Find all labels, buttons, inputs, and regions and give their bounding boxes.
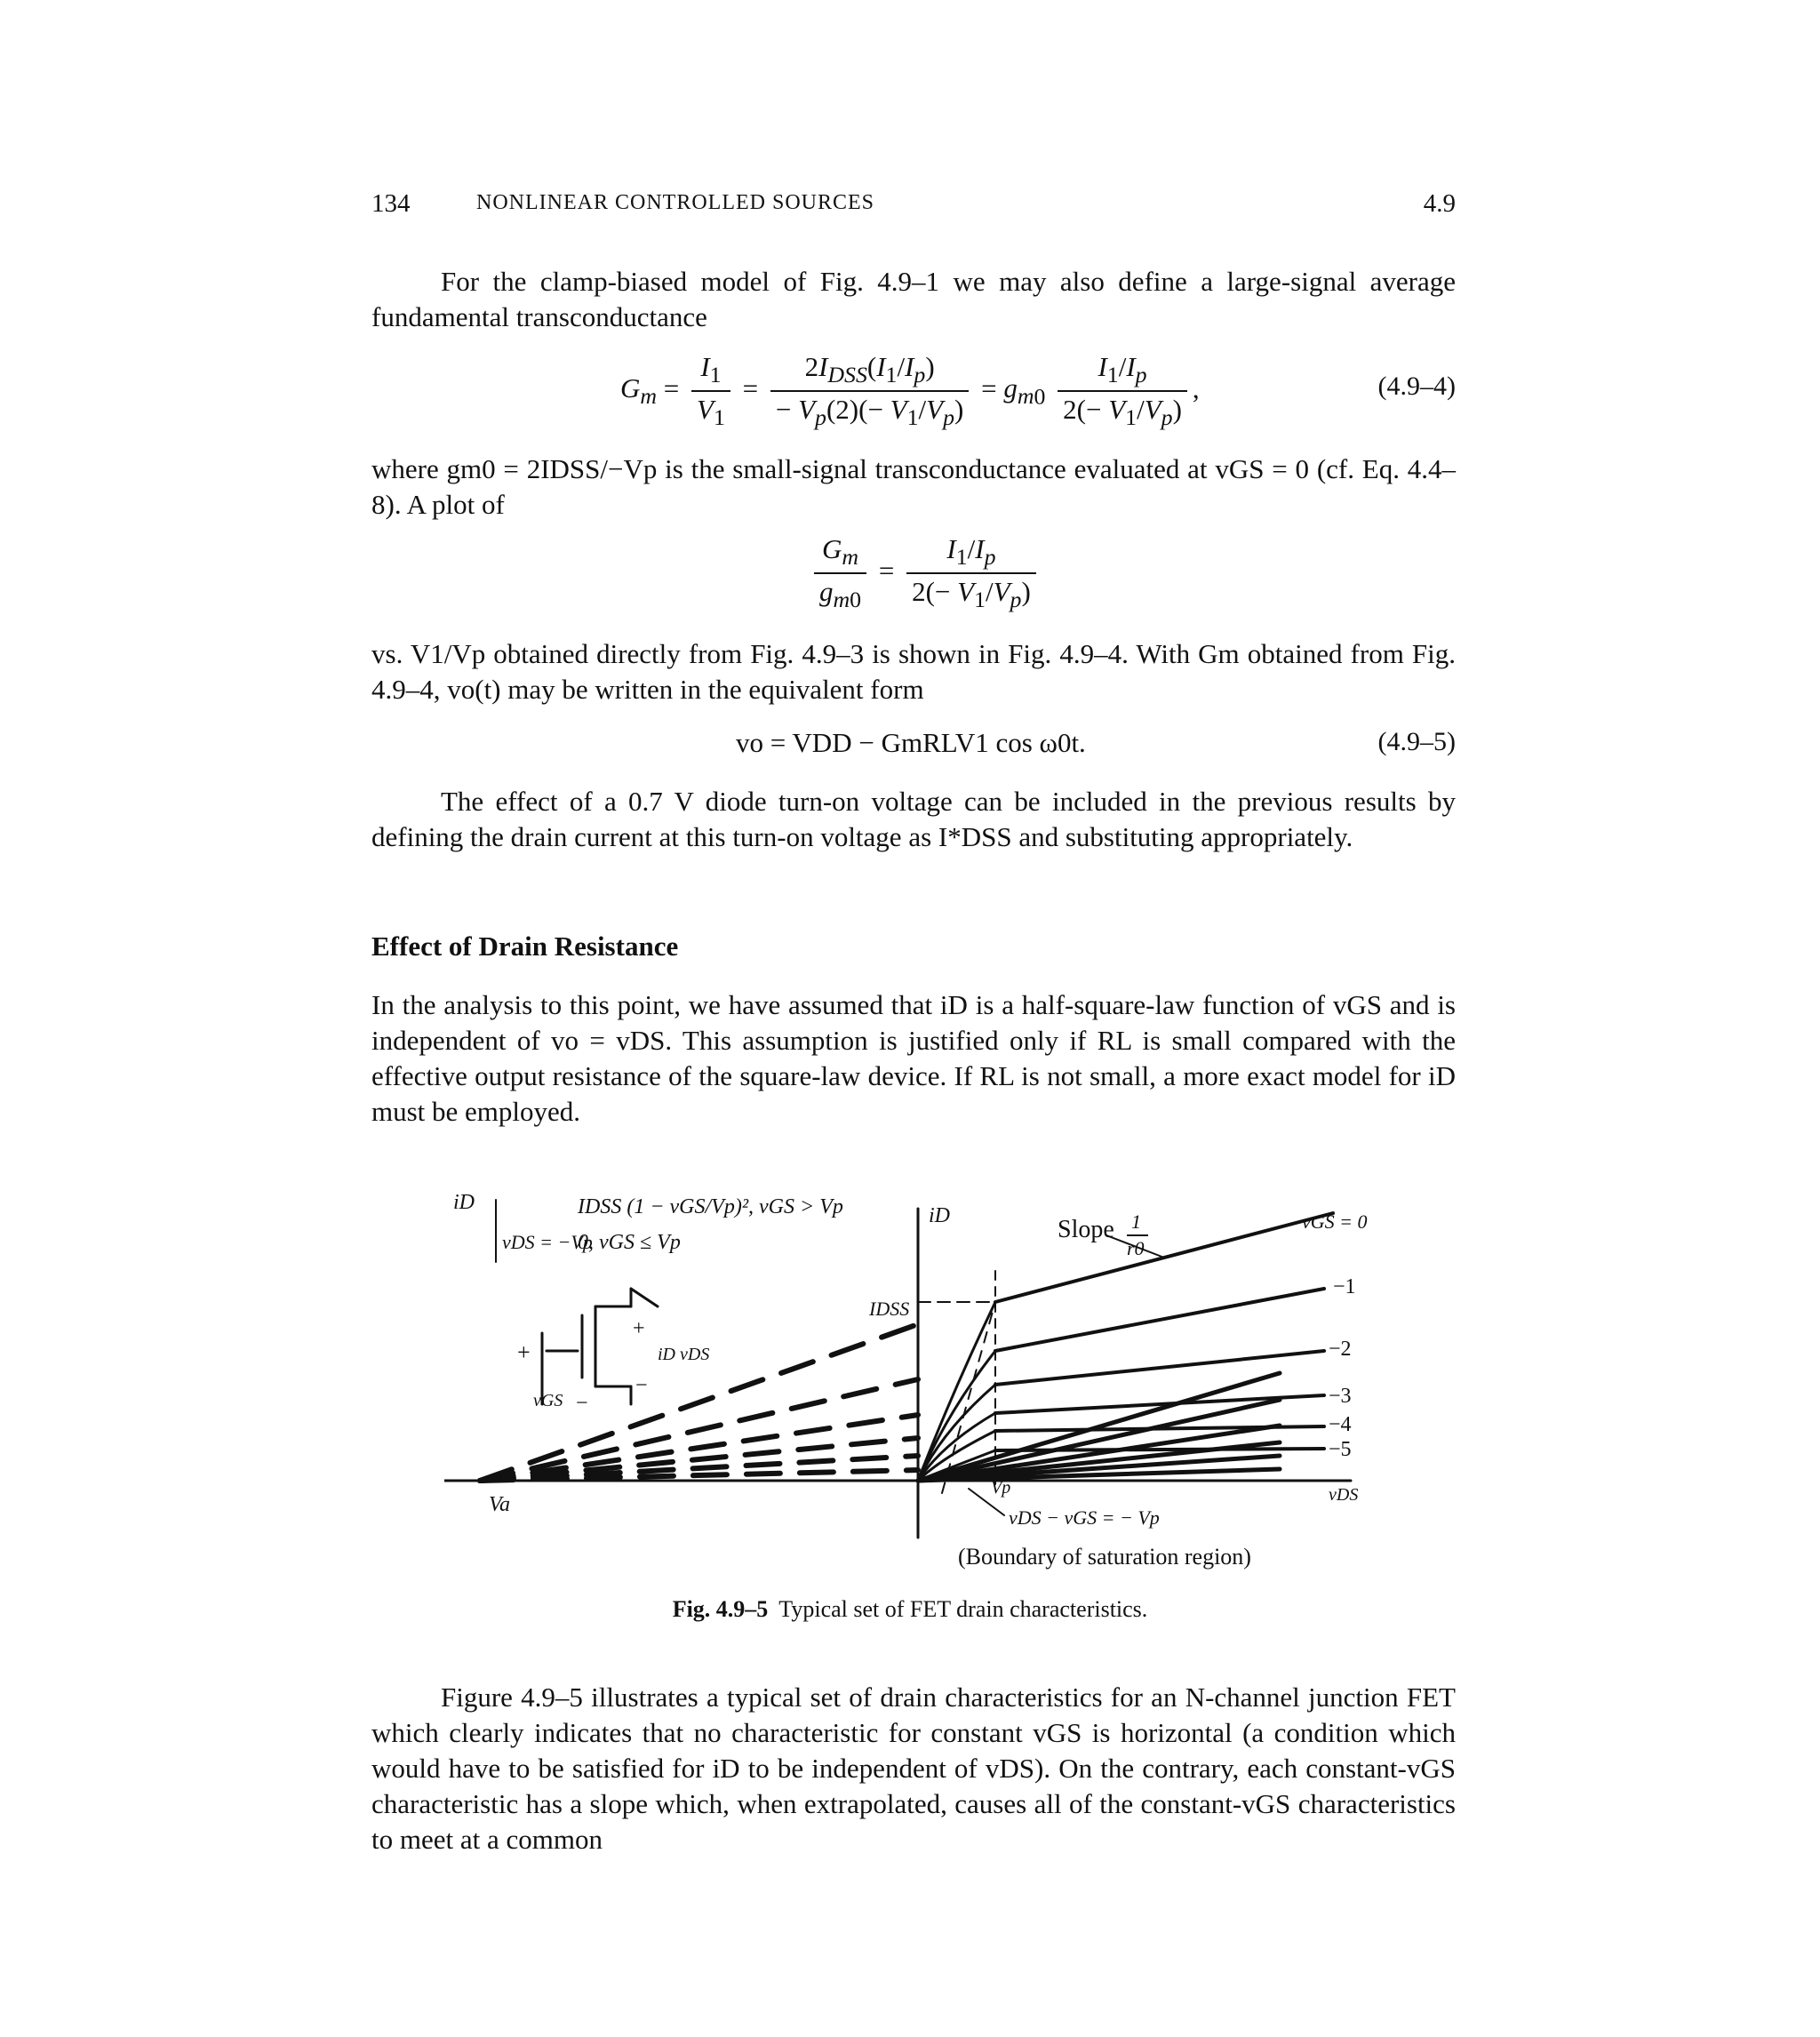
curve-label-2: −2: [1329, 1338, 1352, 1361]
svg-text:1: 1: [1131, 1210, 1141, 1233]
vgs-4-line: [995, 1426, 1324, 1431]
equation-4-9-4: $G_m$ = $\frac{I_1}{V_1}$ = $\frac{2I_{DSS}(I_1/I_p)}{- V_p(2)(- V_1/V_p)}$ = $g_{m0}$ $\frac{I_1/I_p}{2(- V_1/V_p)}$ ,: [620, 351, 1200, 431]
equation-gm-ratio: $\frac{G_m}{g_{m0}}$ = $\frac{I_1/I_p}{2(- V_1/V_p)}$: [809, 533, 1042, 613]
figure-caption-text: Typical set of FET drain characteristics.: [778, 1596, 1148, 1622]
paragraph-2: where gm0 = 2IDSS/−Vp is the small-signal transconductance evaluated at vGS = 0 (cf. Eq. 4.4–8). A plot of: [371, 453, 1456, 520]
curve-label-5: −5: [1329, 1438, 1352, 1461]
equation-4-9-5: vo = VDD − GmRLV1 cos ω0t.: [736, 727, 1086, 758]
svg-text:r0: r0: [1127, 1237, 1145, 1259]
paragraph-4: The effect of a 0.7 V diode turn-on voltage can be included in the previous results by defining the drain current at this turn-on voltage as I*DSS and substituting appropriately.: [371, 786, 1456, 852]
svg-text:−: −: [635, 1374, 648, 1397]
running-title: NONLINEAR CONTROLLED SOURCES: [476, 191, 874, 214]
x-axis-label: vDS: [1329, 1485, 1359, 1505]
inset-case1: IDSS (1 − vGS/Vp)², vGS > Vp: [578, 1195, 843, 1218]
svg-text:−: −: [576, 1392, 588, 1415]
section-number: 4.9: [1423, 189, 1456, 218]
svg-text:vGS: vGS: [533, 1391, 563, 1410]
curve-label-0: vGS = 0: [1302, 1210, 1368, 1233]
vgs-2-line: [995, 1351, 1324, 1385]
slope-label: Slope: [1058, 1216, 1114, 1243]
equation-number-4-9-5: (4.9–5): [1377, 727, 1456, 756]
curve-label-1: −1: [1333, 1275, 1356, 1298]
curve-label-3: −3: [1329, 1385, 1352, 1408]
paragraph-1: For the clamp-biased model of Fig. 4.9–1 we may also define a large-signal average fundamental transconductance: [371, 266, 1456, 332]
fet-drain-characteristics-figure: [444, 1173, 1386, 1582]
paragraph-3: vs. V1/Vp obtained directly from Fig. 4.9–3 is shown in Fig. 4.9–4. With Gm obtained from Fig. 4.9–4, vo(t) may be written in the equivalent form: [371, 638, 1456, 705]
y-axis-label: iD: [929, 1204, 950, 1227]
svg-text:vDS: vDS: [680, 1345, 710, 1364]
va-label: Va: [489, 1493, 510, 1516]
vp-label: Vp: [991, 1478, 1011, 1498]
boundary-equation: vDS − vGS = − Vp: [1009, 1506, 1160, 1529]
section-heading: Effect of Drain Resistance: [371, 931, 679, 962]
paragraph-6: Figure 4.9–5 illustrates a typical set of drain characteristics for an N-channel junction FET which clearly indicates that no characteristic for constant vGS is horizontal (a condition which would have to be satisfied for iD to be independent of vDS). On the contrary, each constant-vGS characteristic has a slope which, when extrapolated, causes all of the constant-vGS characteristics to meet at a common: [371, 1682, 1456, 1855]
paragraph-5: In the analysis to this point, we have assumed that iD is a half-square-law function of vGS and is independent of vo = vDS. This assumption is justified only if RL is small compared with the effective output resistance of the square-law device. If RL is not small, a more exact model for iD must be employed.: [371, 989, 1456, 1127]
page-number: 134: [371, 189, 411, 218]
boundary-label: (Boundary of saturation region): [958, 1544, 1251, 1570]
svg-text:+: +: [633, 1317, 645, 1340]
inset-case2: 0, vGS ≤ Vp: [578, 1231, 681, 1254]
vgs-1-line: [995, 1289, 1324, 1351]
figure-caption-label: Fig. 4.9–5: [672, 1596, 769, 1622]
svg-text:iD: iD: [658, 1345, 675, 1364]
curve-label-4: −4: [1329, 1413, 1352, 1436]
inset-id-label: iD: [453, 1191, 475, 1214]
inset-condition: vDS = −Vp: [502, 1231, 593, 1253]
equation-number-4-9-4: (4.9–4): [1377, 371, 1456, 401]
idss-label: IDSS: [869, 1298, 910, 1320]
page-header: [371, 189, 1456, 225]
vgs-5-line: [995, 1449, 1324, 1450]
svg-text:+: +: [517, 1339, 531, 1365]
figure-caption: [0, 1596, 1820, 1623]
